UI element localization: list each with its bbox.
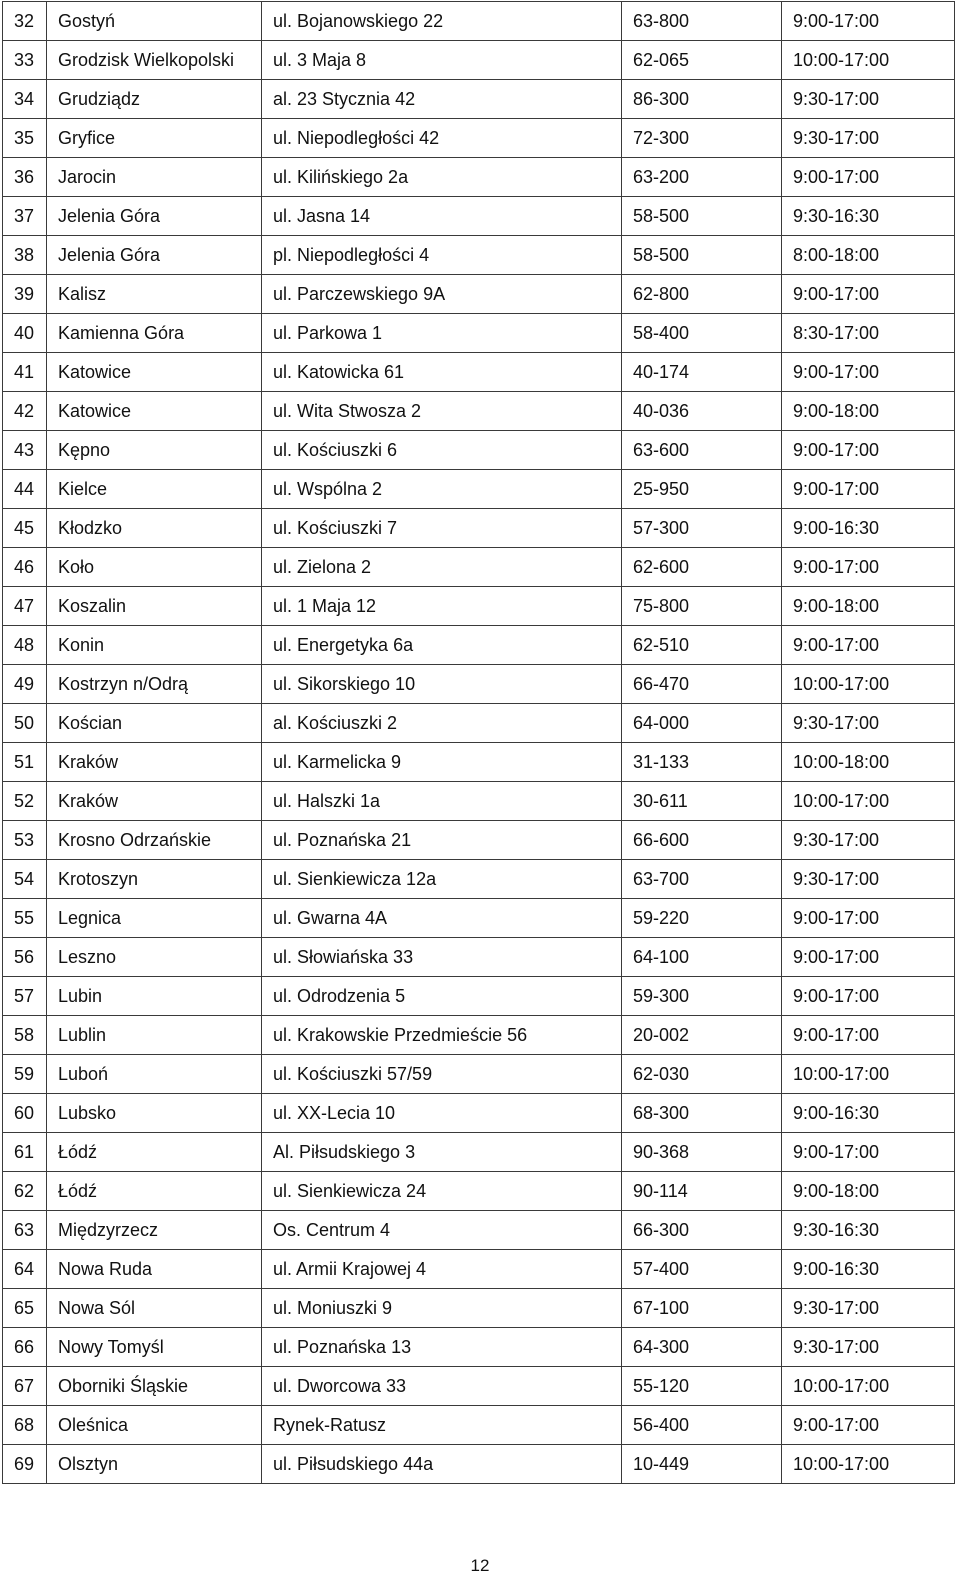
- city-cell: Kłodzko: [47, 509, 262, 548]
- address-cell: ul. Jasna 14: [262, 197, 622, 236]
- row-number: 42: [3, 392, 47, 431]
- table-row: [3, 236, 955, 275]
- hours-cell: 9:00-17:00: [782, 431, 955, 470]
- address-cell: ul. Halszki 1a: [262, 782, 622, 821]
- table-row: [3, 1094, 955, 1133]
- hours-cell: 9:30-17:00: [782, 860, 955, 899]
- address-cell: ul. Poznańska 13: [262, 1328, 622, 1367]
- table-row: [3, 158, 955, 197]
- hours-cell: 9:30-16:30: [782, 197, 955, 236]
- hours-cell: 9:00-17:00: [782, 1016, 955, 1055]
- row-number: 46: [3, 548, 47, 587]
- city-cell: Międzyrzecz: [47, 1211, 262, 1250]
- row-number: 61: [3, 1133, 47, 1172]
- address-cell: ul. Sienkiewicza 12a: [262, 860, 622, 899]
- row-number: 44: [3, 470, 47, 509]
- row-number: 65: [3, 1289, 47, 1328]
- row-number: 41: [3, 353, 47, 392]
- row-number: 43: [3, 431, 47, 470]
- city-cell: Nowy Tomyśl: [47, 1328, 262, 1367]
- row-number: 36: [3, 158, 47, 197]
- city-cell: Konin: [47, 626, 262, 665]
- postal-code-cell: 66-600: [622, 821, 782, 860]
- hours-cell: 9:00-18:00: [782, 587, 955, 626]
- city-cell: Grudziądz: [47, 80, 262, 119]
- address-cell: ul. Karmelicka 9: [262, 743, 622, 782]
- hours-cell: 9:00-17:00: [782, 1406, 955, 1445]
- postal-code-cell: 58-400: [622, 314, 782, 353]
- postal-code-cell: 63-800: [622, 2, 782, 41]
- city-cell: Oleśnica: [47, 1406, 262, 1445]
- page-number: 12: [470, 1556, 490, 1575]
- city-cell: Grodzisk Wielkopolski: [47, 41, 262, 80]
- address-cell: al. Kościuszki 2: [262, 704, 622, 743]
- postal-code-cell: 20-002: [622, 1016, 782, 1055]
- city-cell: Lubin: [47, 977, 262, 1016]
- postal-code-cell: 64-000: [622, 704, 782, 743]
- address-cell: ul. Dworcowa 33: [262, 1367, 622, 1406]
- address-cell: Os. Centrum 4: [262, 1211, 622, 1250]
- postal-code-cell: 59-220: [622, 899, 782, 938]
- address-cell: ul. Parkowa 1: [262, 314, 622, 353]
- table-row: [3, 197, 955, 236]
- table-row: [3, 80, 955, 119]
- postal-code-cell: 62-030: [622, 1055, 782, 1094]
- table-row: [3, 1250, 955, 1289]
- row-number: 37: [3, 197, 47, 236]
- city-cell: Kamienna Góra: [47, 314, 262, 353]
- row-number: 58: [3, 1016, 47, 1055]
- address-cell: ul. Parczewskiego 9A: [262, 275, 622, 314]
- postal-code-cell: 64-100: [622, 938, 782, 977]
- row-number: 55: [3, 899, 47, 938]
- table-row: [3, 743, 955, 782]
- postal-code-cell: 57-300: [622, 509, 782, 548]
- address-cell: pl. Niepodległości 4: [262, 236, 622, 275]
- postal-code-cell: 59-300: [622, 977, 782, 1016]
- postal-code-cell: 40-036: [622, 392, 782, 431]
- table-row: [3, 2, 955, 41]
- hours-cell: 10:00-17:00: [782, 782, 955, 821]
- table-row: [3, 899, 955, 938]
- city-cell: Koszalin: [47, 587, 262, 626]
- table-row: [3, 1367, 955, 1406]
- postal-code-cell: 62-510: [622, 626, 782, 665]
- hours-cell: 10:00-17:00: [782, 1445, 955, 1484]
- city-cell: Nowa Sól: [47, 1289, 262, 1328]
- hours-cell: 9:00-18:00: [782, 1172, 955, 1211]
- table-row: [3, 782, 955, 821]
- row-number: 66: [3, 1328, 47, 1367]
- table-row: [3, 509, 955, 548]
- table-row: [3, 431, 955, 470]
- hours-cell: 9:00-17:00: [782, 2, 955, 41]
- address-cell: ul. Katowicka 61: [262, 353, 622, 392]
- address-cell: ul. Kościuszki 57/59: [262, 1055, 622, 1094]
- hours-cell: 9:30-17:00: [782, 80, 955, 119]
- postal-code-cell: 66-470: [622, 665, 782, 704]
- hours-cell: 8:00-18:00: [782, 236, 955, 275]
- postal-code-cell: 55-120: [622, 1367, 782, 1406]
- table-row: [3, 275, 955, 314]
- row-number: 35: [3, 119, 47, 158]
- row-number: 59: [3, 1055, 47, 1094]
- table-row: [3, 1211, 955, 1250]
- city-cell: Kraków: [47, 782, 262, 821]
- postal-code-cell: 30-611: [622, 782, 782, 821]
- row-number: 48: [3, 626, 47, 665]
- postal-code-cell: 40-174: [622, 353, 782, 392]
- address-cell: al. 23 Stycznia 42: [262, 80, 622, 119]
- hours-cell: 9:30-17:00: [782, 119, 955, 158]
- postal-code-cell: 58-500: [622, 236, 782, 275]
- address-cell: ul. Bojanowskiego 22: [262, 2, 622, 41]
- city-cell: Katowice: [47, 353, 262, 392]
- table-row: [3, 1016, 955, 1055]
- row-number: 39: [3, 275, 47, 314]
- hours-cell: 9:00-17:00: [782, 626, 955, 665]
- hours-cell: 9:30-17:00: [782, 1328, 955, 1367]
- hours-cell: 9:00-17:00: [782, 158, 955, 197]
- postal-code-cell: 57-400: [622, 1250, 782, 1289]
- hours-cell: 9:00-17:00: [782, 470, 955, 509]
- hours-cell: 10:00-18:00: [782, 743, 955, 782]
- hours-cell: 9:30-17:00: [782, 704, 955, 743]
- postal-code-cell: 86-300: [622, 80, 782, 119]
- address-cell: ul. Gwarna 4A: [262, 899, 622, 938]
- postal-code-cell: 90-368: [622, 1133, 782, 1172]
- city-cell: Kalisz: [47, 275, 262, 314]
- row-number: 62: [3, 1172, 47, 1211]
- row-number: 63: [3, 1211, 47, 1250]
- table-row: [3, 665, 955, 704]
- address-cell: ul. Kościuszki 7: [262, 509, 622, 548]
- table-row: [3, 1328, 955, 1367]
- address-cell: ul. 3 Maja 8: [262, 41, 622, 80]
- row-number: 33: [3, 41, 47, 80]
- row-number: 50: [3, 704, 47, 743]
- row-number: 60: [3, 1094, 47, 1133]
- address-cell: ul. Wspólna 2: [262, 470, 622, 509]
- branch-table: [2, 1, 955, 1484]
- row-number: 53: [3, 821, 47, 860]
- hours-cell: 8:30-17:00: [782, 314, 955, 353]
- postal-code-cell: 72-300: [622, 119, 782, 158]
- hours-cell: 9:00-17:00: [782, 275, 955, 314]
- postal-code-cell: 63-700: [622, 860, 782, 899]
- address-cell: ul. Sienkiewicza 24: [262, 1172, 622, 1211]
- city-cell: Kielce: [47, 470, 262, 509]
- row-number: 47: [3, 587, 47, 626]
- postal-code-cell: 64-300: [622, 1328, 782, 1367]
- branch-table-body: [3, 2, 955, 1484]
- city-cell: Kościan: [47, 704, 262, 743]
- postal-code-cell: 62-065: [622, 41, 782, 80]
- city-cell: Krosno Odrzańskie: [47, 821, 262, 860]
- address-cell: ul. Krakowskie Przedmieście 56: [262, 1016, 622, 1055]
- hours-cell: 9:30-17:00: [782, 821, 955, 860]
- address-cell: ul. Poznańska 21: [262, 821, 622, 860]
- hours-cell: 9:00-17:00: [782, 548, 955, 587]
- city-cell: Katowice: [47, 392, 262, 431]
- city-cell: Kraków: [47, 743, 262, 782]
- hours-cell: 9:00-17:00: [782, 1133, 955, 1172]
- table-row: [3, 587, 955, 626]
- postal-code-cell: 25-950: [622, 470, 782, 509]
- table-row: [3, 314, 955, 353]
- postal-code-cell: 63-600: [622, 431, 782, 470]
- address-cell: ul. 1 Maja 12: [262, 587, 622, 626]
- table-row: [3, 1055, 955, 1094]
- address-cell: ul. Kilińskiego 2a: [262, 158, 622, 197]
- row-number: 51: [3, 743, 47, 782]
- address-cell: ul. Sikorskiego 10: [262, 665, 622, 704]
- table-row: [3, 1289, 955, 1328]
- city-cell: Oborniki Śląskie: [47, 1367, 262, 1406]
- hours-cell: 9:00-18:00: [782, 392, 955, 431]
- postal-code-cell: 68-300: [622, 1094, 782, 1133]
- hours-cell: 9:00-17:00: [782, 977, 955, 1016]
- table-row: [3, 41, 955, 80]
- city-cell: Łódź: [47, 1133, 262, 1172]
- hours-cell: 10:00-17:00: [782, 1367, 955, 1406]
- table-row: [3, 470, 955, 509]
- city-cell: Gostyń: [47, 2, 262, 41]
- hours-cell: 9:00-16:30: [782, 1250, 955, 1289]
- hours-cell: 10:00-17:00: [782, 41, 955, 80]
- hours-cell: 9:00-16:30: [782, 509, 955, 548]
- row-number: 32: [3, 2, 47, 41]
- postal-code-cell: 58-500: [622, 197, 782, 236]
- postal-code-cell: 63-200: [622, 158, 782, 197]
- hours-cell: 9:30-16:30: [782, 1211, 955, 1250]
- row-number: 57: [3, 977, 47, 1016]
- postal-code-cell: 56-400: [622, 1406, 782, 1445]
- table-row: [3, 1133, 955, 1172]
- table-row: [3, 1445, 955, 1484]
- city-cell: Kostrzyn n/Odrą: [47, 665, 262, 704]
- hours-cell: 10:00-17:00: [782, 1055, 955, 1094]
- table-row: [3, 704, 955, 743]
- city-cell: Łódź: [47, 1172, 262, 1211]
- table-row: [3, 626, 955, 665]
- postal-code-cell: 75-800: [622, 587, 782, 626]
- row-number: 69: [3, 1445, 47, 1484]
- address-cell: ul. Niepodległości 42: [262, 119, 622, 158]
- city-cell: Olsztyn: [47, 1445, 262, 1484]
- city-cell: Lubsko: [47, 1094, 262, 1133]
- hours-cell: 9:00-17:00: [782, 899, 955, 938]
- table-row: [3, 938, 955, 977]
- city-cell: Lublin: [47, 1016, 262, 1055]
- postal-code-cell: 67-100: [622, 1289, 782, 1328]
- row-number: 34: [3, 80, 47, 119]
- table-row: [3, 977, 955, 1016]
- address-cell: ul. Armii Krajowej 4: [262, 1250, 622, 1289]
- hours-cell: 9:00-16:30: [782, 1094, 955, 1133]
- address-cell: ul. Moniuszki 9: [262, 1289, 622, 1328]
- address-cell: ul. Odrodzenia 5: [262, 977, 622, 1016]
- postal-code-cell: 10-449: [622, 1445, 782, 1484]
- table-row: [3, 821, 955, 860]
- postal-code-cell: 62-800: [622, 275, 782, 314]
- postal-code-cell: 66-300: [622, 1211, 782, 1250]
- postal-code-cell: 31-133: [622, 743, 782, 782]
- row-number: 52: [3, 782, 47, 821]
- hours-cell: 9:30-17:00: [782, 1289, 955, 1328]
- address-cell: ul. Zielona 2: [262, 548, 622, 587]
- city-cell: Luboń: [47, 1055, 262, 1094]
- city-cell: Jarocin: [47, 158, 262, 197]
- city-cell: Legnica: [47, 899, 262, 938]
- city-cell: Leszno: [47, 938, 262, 977]
- address-cell: Al. Piłsudskiego 3: [262, 1133, 622, 1172]
- table-row: [3, 392, 955, 431]
- row-number: 56: [3, 938, 47, 977]
- postal-code-cell: 62-600: [622, 548, 782, 587]
- table-row: [3, 548, 955, 587]
- table-row: [3, 353, 955, 392]
- table-row: [3, 1406, 955, 1445]
- row-number: 40: [3, 314, 47, 353]
- address-cell: ul. Słowiańska 33: [262, 938, 622, 977]
- address-cell: ul. Kościuszki 6: [262, 431, 622, 470]
- row-number: 54: [3, 860, 47, 899]
- address-cell: Rynek-Ratusz: [262, 1406, 622, 1445]
- postal-code-cell: 90-114: [622, 1172, 782, 1211]
- city-cell: Krotoszyn: [47, 860, 262, 899]
- hours-cell: 9:00-17:00: [782, 938, 955, 977]
- city-cell: Jelenia Góra: [47, 197, 262, 236]
- hours-cell: 10:00-17:00: [782, 665, 955, 704]
- hours-cell: 9:00-17:00: [782, 353, 955, 392]
- row-number: 64: [3, 1250, 47, 1289]
- row-number: 49: [3, 665, 47, 704]
- table-row: [3, 1172, 955, 1211]
- address-cell: ul. Piłsudskiego 44a: [262, 1445, 622, 1484]
- table-row: [3, 860, 955, 899]
- city-cell: Nowa Ruda: [47, 1250, 262, 1289]
- address-cell: ul. XX-Lecia 10: [262, 1094, 622, 1133]
- row-number: 67: [3, 1367, 47, 1406]
- city-cell: Gryfice: [47, 119, 262, 158]
- city-cell: Jelenia Góra: [47, 236, 262, 275]
- row-number: 45: [3, 509, 47, 548]
- address-cell: ul. Wita Stwosza 2: [262, 392, 622, 431]
- table-row: [3, 119, 955, 158]
- city-cell: Koło: [47, 548, 262, 587]
- city-cell: Kępno: [47, 431, 262, 470]
- address-cell: ul. Energetyka 6a: [262, 626, 622, 665]
- row-number: 38: [3, 236, 47, 275]
- row-number: 68: [3, 1406, 47, 1445]
